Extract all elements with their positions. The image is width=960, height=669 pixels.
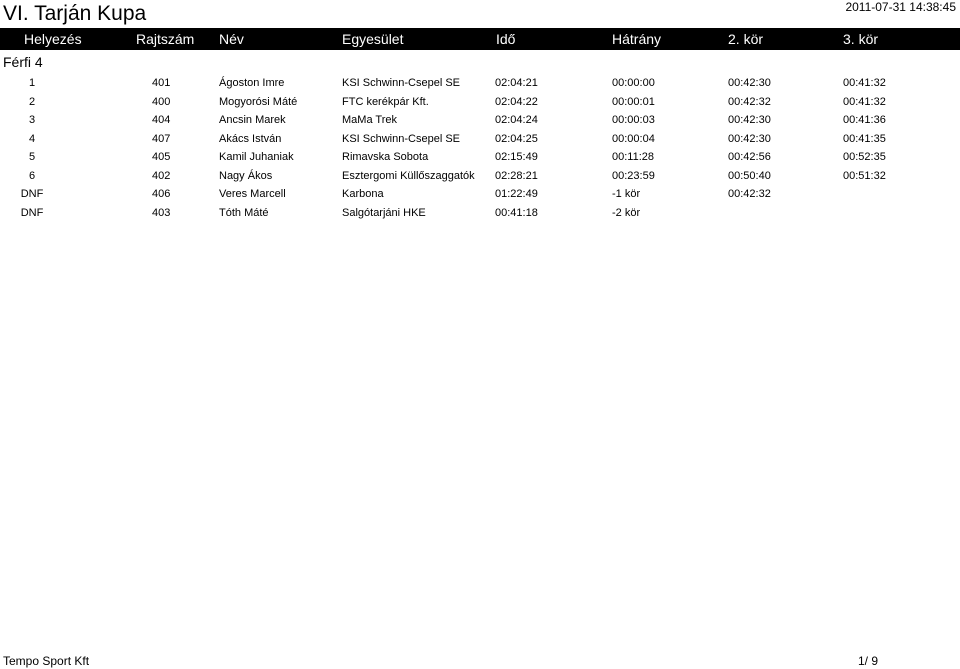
cell-bib: 406 <box>152 188 171 200</box>
table-row <box>0 167 960 186</box>
cell-gap: 00:00:04 <box>612 132 655 145</box>
table-row <box>0 185 960 204</box>
cell-bib: 403 <box>152 206 171 219</box>
cell-lap2: 00:42:56 <box>728 151 771 163</box>
cell-time: 02:04:22 <box>495 95 538 108</box>
cell-time: 02:15:49 <box>495 151 538 163</box>
results-table <box>0 74 960 222</box>
cell-gap: -2 kör <box>612 206 641 219</box>
cell-club: Rimavska Sobota <box>342 151 429 163</box>
cell-club: KSI Schwinn-Csepel SE <box>342 132 460 145</box>
cell-position: 2 <box>28 95 36 108</box>
cell-lap3: 00:41:35 <box>843 132 886 145</box>
cell-time: 02:04:25 <box>495 132 538 145</box>
cell-position: 1 <box>28 77 36 89</box>
column-header-gap: Hátrány <box>612 31 662 47</box>
column-header-bar <box>0 28 960 50</box>
report-timestamp: 2011-07-31 14:38:45 <box>845 0 956 14</box>
cell-position: DNF <box>20 188 44 200</box>
cell-name: Nagy Ákos <box>219 169 273 182</box>
cell-gap: 00:00:01 <box>612 95 655 108</box>
cell-bib: 404 <box>152 114 171 126</box>
cell-time: 02:04:21 <box>495 77 538 89</box>
cell-bib: 401 <box>152 77 171 89</box>
cell-gap: 00:00:00 <box>612 77 655 89</box>
cell-time: 00:41:18 <box>495 206 538 219</box>
cell-position: 5 <box>28 151 36 163</box>
column-header-position: Helyezés <box>24 31 82 47</box>
cell-position: 3 <box>28 114 36 126</box>
cell-name: Mogyorósi Máté <box>219 95 298 108</box>
footer-company: Tempo Sport Kft <box>3 654 90 668</box>
cell-lap3: 00:41:36 <box>843 114 886 126</box>
table-row <box>0 93 960 112</box>
column-header-club: Egyesület <box>342 31 404 47</box>
cell-club: FTC kerékpár Kft. <box>342 95 429 108</box>
cell-time: 02:28:21 <box>495 169 538 182</box>
cell-bib: 400 <box>152 95 171 108</box>
cell-bib: 407 <box>152 132 171 145</box>
cell-position: 4 <box>28 132 36 145</box>
column-header-lap2: 2. kör <box>728 31 764 47</box>
cell-position: DNF <box>20 206 44 219</box>
cell-gap: 00:11:28 <box>612 151 655 163</box>
cell-club: Salgótarjáni HKE <box>342 206 426 219</box>
cell-lap3: 00:41:32 <box>843 95 886 108</box>
column-header-lap3: 3. kör <box>843 31 879 47</box>
cell-lap3: 00:41:32 <box>843 77 886 89</box>
cell-name: Ancsin Marek <box>219 114 286 126</box>
cell-name: Tóth Máté <box>219 206 269 219</box>
table-row <box>0 204 960 223</box>
cell-gap: 00:23:59 <box>612 169 655 182</box>
footer-page-number: 1/ 9 <box>857 654 878 668</box>
cell-lap2: 00:42:32 <box>728 95 771 108</box>
cell-lap2: 00:42:32 <box>728 188 771 200</box>
cell-name: Kamil Juhaniak <box>219 151 294 163</box>
cell-lap3: 00:51:32 <box>843 169 886 182</box>
cell-club: KSI Schwinn-Csepel SE <box>342 77 460 89</box>
cell-bib: 402 <box>152 169 171 182</box>
cell-lap2: 00:42:30 <box>728 114 771 126</box>
column-header-time: Idő <box>496 31 516 47</box>
table-row <box>0 111 960 130</box>
cell-lap2: 00:50:40 <box>728 169 771 182</box>
cell-club: MaMa Trek <box>342 114 398 126</box>
cell-lap3: 00:52:35 <box>843 151 886 163</box>
table-row <box>0 130 960 149</box>
cell-lap2: 00:42:30 <box>728 132 771 145</box>
cell-time: 01:22:49 <box>495 188 538 200</box>
column-header-bib: Rajtszám <box>136 31 195 47</box>
cell-name: Akács István <box>219 132 282 145</box>
cell-gap: -1 kör <box>612 188 641 200</box>
table-row <box>0 148 960 167</box>
category-title: Férfi 4 <box>3 54 43 70</box>
cell-time: 02:04:24 <box>495 114 538 126</box>
cell-bib: 405 <box>152 151 171 163</box>
cell-lap2: 00:42:30 <box>728 77 771 89</box>
cell-gap: 00:00:03 <box>612 114 655 126</box>
table-row <box>0 74 960 93</box>
cell-position: 6 <box>28 169 36 182</box>
cell-name: Ágoston Imre <box>219 77 285 89</box>
column-header-name: Név <box>219 31 244 47</box>
cell-name: Veres Marcell <box>219 188 286 200</box>
report-title: VI. Tarján Kupa <box>3 2 147 25</box>
cell-club: Esztergomi Küllőszaggatók <box>342 169 475 182</box>
cell-club: Karbona <box>342 188 384 200</box>
